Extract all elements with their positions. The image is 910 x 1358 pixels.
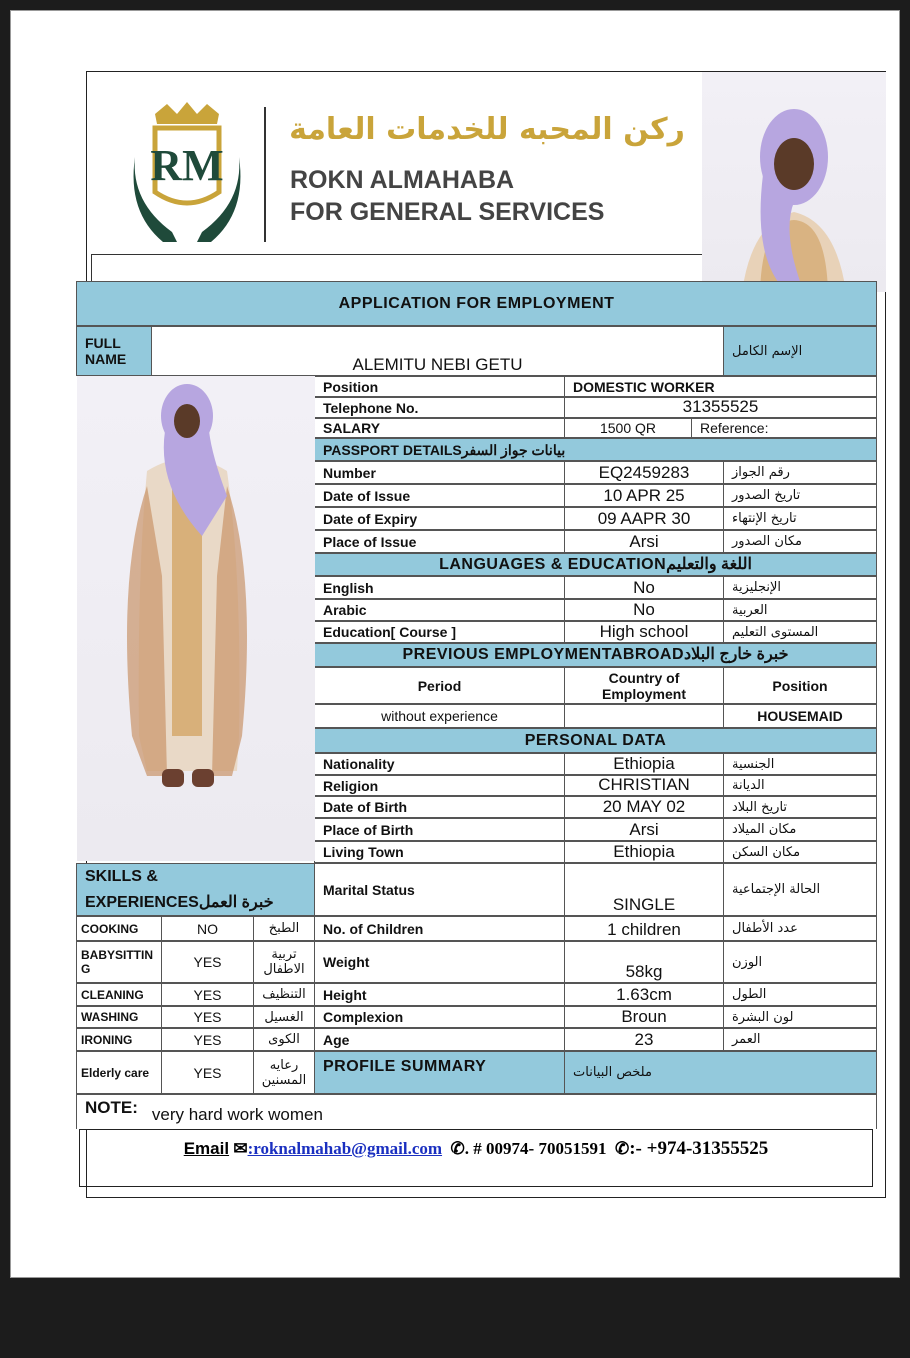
- personal-data-header: PERSONAL DATA: [314, 728, 877, 753]
- personal-row-arabic: الطول: [723, 983, 877, 1006]
- language-row-value: No: [564, 576, 724, 599]
- note-row: [76, 1094, 877, 1129]
- personal-row-value: Ethiopia: [564, 753, 724, 775]
- personal-row-label: Date of Birth: [314, 796, 565, 818]
- skills-header-line2: EXPERIENCESخبرة العمل: [85, 893, 274, 911]
- personal-row-label: Age: [314, 1028, 565, 1051]
- profile-summary-label: PROFILE SUMMARY: [314, 1051, 565, 1094]
- skill-label: WASHING: [76, 1006, 162, 1028]
- document-page: [10, 10, 900, 1278]
- svg-text:RM: RM: [150, 141, 224, 190]
- salary-label: SALARY: [314, 418, 565, 438]
- applicant-full-body-photo: [77, 376, 315, 861]
- personal-row-label: Living Town: [314, 841, 565, 863]
- column-country: Country of Employment: [564, 667, 724, 704]
- personal-row-value: 23: [564, 1028, 724, 1051]
- skill-value: YES: [161, 1028, 254, 1051]
- skill-value: YES: [161, 1051, 254, 1094]
- personal-row-arabic: الحالة الإجتماعية: [723, 863, 877, 916]
- company-logo: [127, 102, 247, 247]
- envelope-icon: ✉: [233, 1139, 248, 1158]
- skill-label: CLEANING: [76, 983, 162, 1006]
- personal-row-label: Complexion: [314, 1006, 565, 1028]
- company-name-line2: FOR GENERAL SERVICES: [290, 198, 605, 226]
- skill-label: COOKING: [76, 916, 162, 941]
- passport-row-value: Arsi: [564, 530, 724, 553]
- phone-icon: ✆: [610, 1139, 630, 1158]
- personal-row-arabic: الجنسية: [723, 753, 877, 775]
- personal-row-value: SINGLE: [564, 863, 724, 916]
- personal-row-arabic: تاريخ البلاد: [723, 796, 877, 818]
- form-title: APPLICATION FOR EMPLOYMENT: [76, 281, 877, 326]
- passport-row-value: 10 APR 25: [564, 484, 724, 507]
- telephone-value: 31355525: [564, 397, 877, 418]
- passport-row-label: Place of Issue: [314, 530, 565, 553]
- skills-header: [76, 863, 315, 916]
- personal-row-arabic: لون البشرة: [723, 1006, 877, 1028]
- passport-row-value: EQ2459283: [564, 461, 724, 484]
- passport-row-arabic: تاريخ الإنتهاء: [723, 507, 877, 530]
- personal-row-arabic: مكان السكن: [723, 841, 877, 863]
- skill-value: YES: [161, 983, 254, 1006]
- full-name-value: ALEMITU NEBI GETU: [151, 326, 724, 376]
- full-name-label: FULL NAME: [76, 326, 152, 376]
- column-position: Position: [723, 667, 877, 704]
- personal-row-value: 58kg: [564, 941, 724, 983]
- footer-contact-box: [79, 1129, 873, 1187]
- passport-row-arabic: مكان الصدور: [723, 530, 877, 553]
- language-row-arabic: المستوى التعليم: [723, 621, 877, 643]
- phone-number-1: . # 00974- 70051591: [464, 1139, 607, 1158]
- passport-row-label: Date of Expiry: [314, 507, 565, 530]
- skill-value: YES: [161, 1006, 254, 1028]
- skill-label: Elderly care: [76, 1051, 162, 1094]
- skill-arabic: الطبخ: [253, 916, 315, 941]
- skill-arabic: الغسيل: [253, 1006, 315, 1028]
- passport-row-arabic: تاريخ الصدور: [723, 484, 877, 507]
- skill-arabic: التنظيف: [253, 983, 315, 1006]
- language-row-label: Education[ Course ]: [314, 621, 565, 643]
- position-label: Position: [314, 376, 565, 397]
- language-row-value: No: [564, 599, 724, 621]
- personal-row-value: CHRISTIAN: [564, 775, 724, 796]
- note-label: NOTE:: [85, 1098, 138, 1117]
- personal-row-value: 1 children: [564, 916, 724, 941]
- personal-row-value: 1.63cm: [564, 983, 724, 1006]
- personal-row-label: Religion: [314, 775, 565, 796]
- personal-row-label: Weight: [314, 941, 565, 983]
- skill-label: IRONING: [76, 1028, 162, 1051]
- telephone-label: Telephone No.: [314, 397, 565, 418]
- skill-arabic: تربية الاطفال: [253, 941, 315, 983]
- passport-row-value: 09 AAPR 30: [564, 507, 724, 530]
- language-row-arabic: الإنجليزية: [723, 576, 877, 599]
- language-row-value: High school: [564, 621, 724, 643]
- personal-row-value: Ethiopia: [564, 841, 724, 863]
- personal-row-value: Broun: [564, 1006, 724, 1028]
- personal-row-arabic: العمر: [723, 1028, 877, 1051]
- email-label: Email: [183, 1139, 230, 1158]
- personal-row-label: Marital Status: [314, 863, 565, 916]
- logo-divider: [264, 107, 266, 242]
- personal-row-arabic: عدد الأطفال: [723, 916, 877, 941]
- position-value: DOMESTIC WORKER: [564, 376, 877, 397]
- personal-row-label: No. of Children: [314, 916, 565, 941]
- salary-value: 1500 QR: [564, 418, 692, 438]
- passport-row-label: Date of Issue: [314, 484, 565, 507]
- language-row-arabic: العربية: [723, 599, 877, 621]
- previous-position: HOUSEMAID: [723, 704, 877, 728]
- previous-country: [564, 704, 724, 728]
- passport-header: PASSPORT DETAILSبيانات جواز السفر: [314, 438, 877, 461]
- skills-header-line1: SKILLS &: [85, 867, 158, 885]
- previous-period: without experience: [314, 704, 565, 728]
- phone-number-2: :- +974-31355525: [629, 1138, 769, 1159]
- skill-arabic: رعايه المسنين: [253, 1051, 315, 1094]
- company-arabic-name: ركن المحبه للخدمات العامة: [289, 112, 685, 147]
- skill-value: YES: [161, 941, 254, 983]
- skill-arabic: الكوى: [253, 1028, 315, 1051]
- language-row-label: English: [314, 576, 565, 599]
- email-link[interactable]: :roknalmahab@gmail.com: [247, 1139, 443, 1158]
- personal-row-arabic: الوزن: [723, 941, 877, 983]
- passport-row-label: Number: [314, 461, 565, 484]
- personal-row-label: Height: [314, 983, 565, 1006]
- personal-row-value: Arsi: [564, 818, 724, 841]
- passport-row-arabic: رقم الجواز: [723, 461, 877, 484]
- personal-row-arabic: مكان الميلاد: [723, 818, 877, 841]
- skill-label: BABYSITTING: [76, 941, 162, 983]
- language-row-label: Arabic: [314, 599, 565, 621]
- previous-employment-header: PREVIOUS EMPLOYMENTABROADخبرة خارج البلاد: [314, 643, 877, 667]
- note-value: very hard work women: [151, 1105, 323, 1124]
- personal-row-label: Place of Birth: [314, 818, 565, 841]
- phone-icon: ✆: [446, 1139, 465, 1158]
- reference-label: Reference:: [691, 418, 877, 438]
- applicant-portrait-photo: [702, 72, 886, 292]
- personal-row-arabic: الديانة: [723, 775, 877, 796]
- personal-row-label: Nationality: [314, 753, 565, 775]
- languages-header: LANGUAGES & EDUCATIONاللغة والتعليم: [314, 553, 877, 576]
- company-name-line1: ROKN ALMAHABA: [290, 166, 515, 194]
- column-period: Period: [314, 667, 565, 704]
- full-name-arabic: الإسم الكامل: [723, 326, 877, 376]
- profile-summary-arabic: ملخص البيانات: [564, 1051, 877, 1094]
- skill-value: NO: [161, 916, 254, 941]
- personal-row-value: 20 MAY 02: [564, 796, 724, 818]
